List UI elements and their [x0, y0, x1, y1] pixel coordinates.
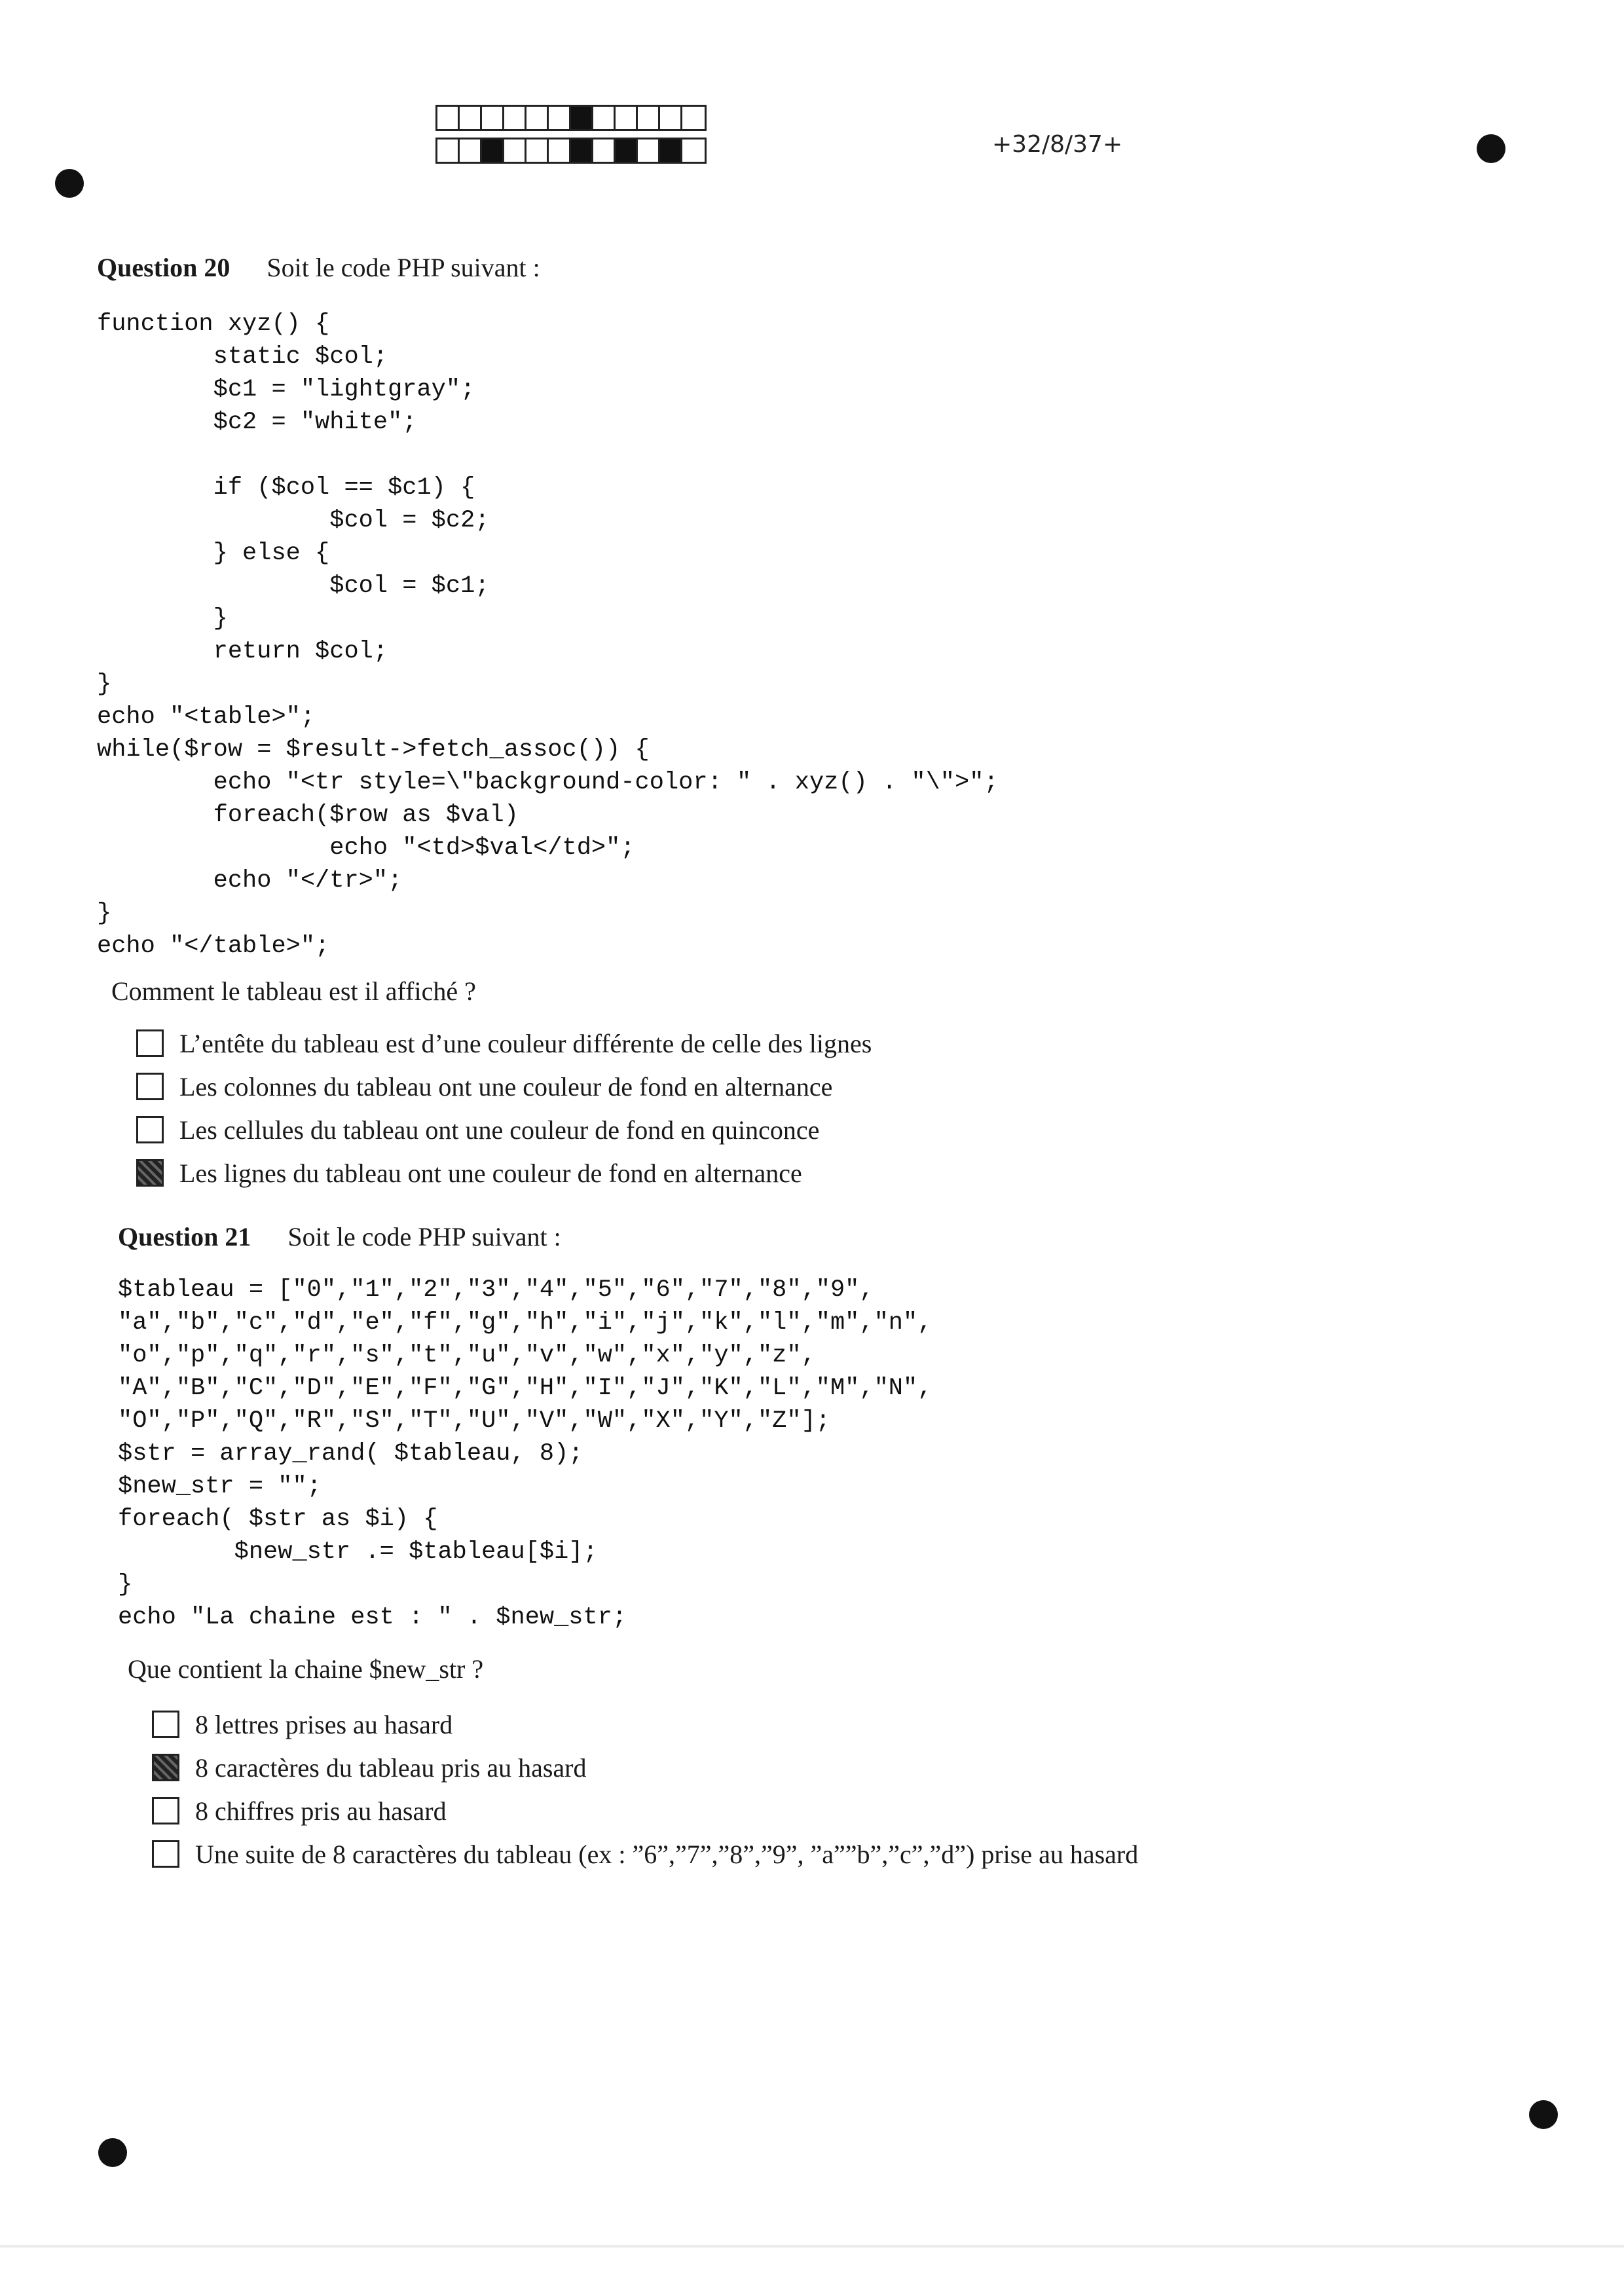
- q20-option-1-checkbox[interactable]: [136, 1029, 164, 1057]
- registration-mark-bottom-right: [1529, 2100, 1558, 2129]
- question-21-prompt: Que contient la chaine $new_str ?: [128, 1654, 484, 1684]
- question-20-prompt: Comment le tableau est il affiché ?: [111, 976, 476, 1006]
- q20-option-2-text: Les colonnes du tableau ont une couleur de fond en alternance: [179, 1071, 833, 1102]
- q20-option-2[interactable]: [136, 1065, 872, 1108]
- registration-mark-top-left: [55, 169, 84, 198]
- q21-option-2[interactable]: [152, 1746, 1138, 1789]
- question-20-options: [136, 1022, 872, 1194]
- q20-option-1[interactable]: [136, 1022, 872, 1065]
- q20-option-3-text: Les cellules du tableau ont une couleur de fond en quinconce: [179, 1115, 820, 1145]
- q20-option-1-text: L’entête du tableau est d’une couleur différente de celle des lignes: [179, 1028, 872, 1058]
- question-20-label: Question 20: [97, 253, 231, 282]
- question-21-label: Question 21: [118, 1222, 251, 1251]
- question-21-code: $tableau = ["0","1","2","3","4","5","6","7","8","9", "a","b","c","d","e","f","g","h","i","j","k","l","m","n", "o","p","q","r","s","t","u","v","w","x","y","z", "A","B","C","D","E","F","G","H","I","J","K","L","M","N", "O","P","Q","R","S","T","U","V","W","X","Y","Z"]; $str = array_rand( $tableau, 8); $new_str = ""; foreach( $str as $i) { $new_str .= $tableau[$i]; } echo "La chaine est : " . $new_str;: [118, 1276, 932, 1631]
- q21-option-4[interactable]: [152, 1832, 1138, 1876]
- question-20-code: function xyz() { static $col; $c1 = "lightgray"; $c2 = "white"; if ($col == $c1) { $col = $c2; } else { $col = $c1; } return $col; } echo "<table>"; while($row = $result->fetch_assoc()) { echo "<tr style=\"background-color: " . xyz() . "\">"; foreach($row as $val) echo "<td>$val</td>"; echo "</tr>"; } echo "</table>";: [97, 310, 999, 960]
- page-identifier: +32/8/37+: [992, 131, 1123, 158]
- q21-option-4-text: Une suite de 8 caractères du tableau (ex : ”6”,”7”,”8”,”9”, ”a””b”,”c”,”d”) prise au hasard: [195, 1839, 1139, 1869]
- question-21-options: [152, 1703, 1138, 1876]
- q21-option-2-text: 8 caractères du tableau pris au hasard: [195, 1752, 587, 1783]
- q21-option-1-text: 8 lettres prises au hasard: [195, 1709, 453, 1739]
- question-21-heading: [118, 1221, 561, 1252]
- question-20-heading: [97, 252, 540, 283]
- q21-option-1[interactable]: [152, 1703, 1138, 1746]
- scan-edge-line: [0, 2245, 1624, 2248]
- q21-option-3[interactable]: [152, 1789, 1138, 1832]
- q21-option-1-checkbox[interactable]: [152, 1711, 179, 1738]
- q20-option-4[interactable]: [136, 1151, 872, 1194]
- q20-option-4-checkbox[interactable]: [136, 1159, 164, 1187]
- q21-option-3-checkbox[interactable]: [152, 1797, 179, 1824]
- registration-mark-bottom-left: [98, 2138, 127, 2167]
- q20-option-3[interactable]: [136, 1108, 872, 1151]
- question-21-intro: Soit le code PHP suivant :: [287, 1222, 561, 1251]
- question-20-intro: Soit le code PHP suivant :: [267, 253, 540, 282]
- q21-option-2-checkbox[interactable]: [152, 1754, 179, 1781]
- page-code-grid-top: [435, 105, 707, 131]
- q20-option-3-checkbox[interactable]: [136, 1116, 164, 1143]
- registration-mark-top-right: [1477, 134, 1505, 163]
- q21-option-3-text: 8 chiffres pris au hasard: [195, 1796, 447, 1826]
- q20-option-2-checkbox[interactable]: [136, 1073, 164, 1100]
- q21-option-4-checkbox[interactable]: [152, 1840, 179, 1868]
- q20-option-4-text: Les lignes du tableau ont une couleur de fond en alternance: [179, 1158, 802, 1188]
- page-code-grid-bottom: [435, 138, 707, 164]
